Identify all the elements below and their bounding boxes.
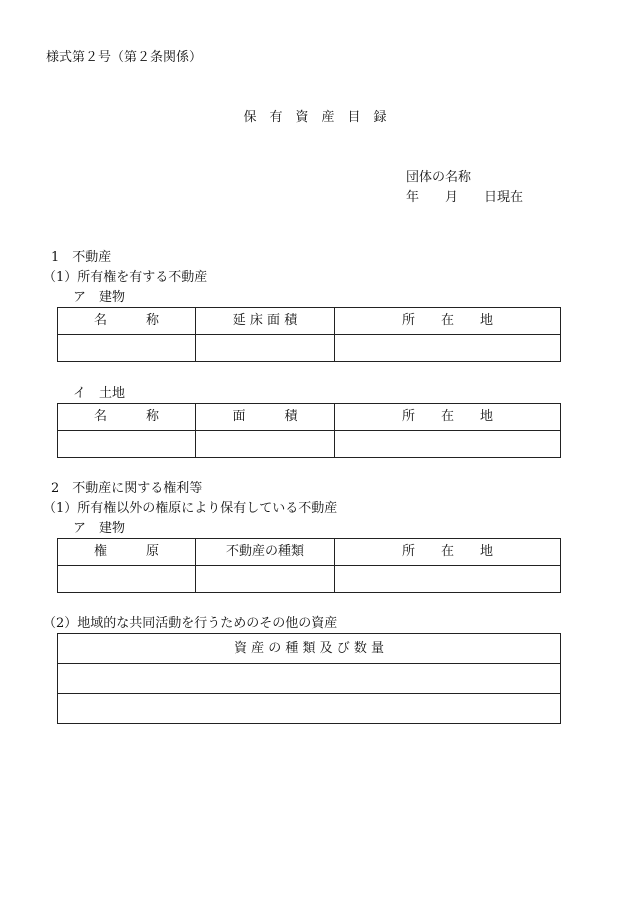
- form-number: 様式第２号（第２条関係）: [46, 50, 203, 65]
- column-header-floor-area: 延 床 面 積: [196, 308, 335, 335]
- section-2-2-heading: （2）地域的な共同活動を行うためのその他の資産: [43, 616, 338, 631]
- name-cell[interactable]: [58, 335, 196, 362]
- name-cell[interactable]: [58, 431, 196, 458]
- column-header-location: 所 在 地: [335, 404, 561, 431]
- other-assets-table: [57, 633, 561, 724]
- column-header-name: 名 称: [58, 308, 196, 335]
- column-header-asset-type-quantity: 資 産 の 種 類 及 び 数 量: [58, 634, 561, 664]
- column-header-property-type: 不動産の種類: [196, 539, 335, 566]
- buildings-label: ア 建物: [73, 290, 126, 305]
- title-cell[interactable]: [58, 566, 196, 593]
- table-row: [58, 664, 561, 694]
- table-row: [58, 431, 561, 458]
- table-header-row: [58, 404, 561, 431]
- document-title: 保 有 資 産 目 録: [243, 110, 387, 125]
- location-cell[interactable]: [335, 566, 561, 593]
- table-header-row: [58, 308, 561, 335]
- column-header-location: 所 在 地: [335, 539, 561, 566]
- location-cell[interactable]: [335, 431, 561, 458]
- table-row: [58, 566, 561, 593]
- column-header-location: 所 在 地: [335, 308, 561, 335]
- location-cell[interactable]: [335, 335, 561, 362]
- held-buildings-label: ア 建物: [73, 521, 126, 536]
- column-header-name: 名 称: [58, 404, 196, 431]
- table-row: [58, 694, 561, 724]
- property-type-cell[interactable]: [196, 566, 335, 593]
- section-2-heading: 2 不動産に関する権利等: [51, 481, 203, 496]
- asset-cell[interactable]: [58, 694, 561, 724]
- column-header-title: 権 原: [58, 539, 196, 566]
- section-1-1-heading: （1）所有権を有する不動産: [43, 270, 208, 285]
- table-row: [58, 335, 561, 362]
- table-header-row: [58, 539, 561, 566]
- held-buildings-table: [57, 538, 561, 593]
- area-cell[interactable]: [196, 431, 335, 458]
- owned-land-table: [57, 403, 561, 458]
- table-header-row: [58, 634, 561, 664]
- asset-cell[interactable]: [58, 664, 561, 694]
- floor-area-cell[interactable]: [196, 335, 335, 362]
- column-header-area: 面 積: [196, 404, 335, 431]
- as-of-date-line: 年 月 日現在: [406, 190, 524, 205]
- section-1-heading: 1 不動産: [51, 250, 112, 265]
- owned-buildings-table: [57, 307, 561, 362]
- section-2-1-heading: （1）所有権以外の権原により保有している不動産: [43, 501, 338, 516]
- land-label: イ 土地: [73, 386, 126, 401]
- organization-name-label: 団体の名称: [406, 170, 472, 185]
